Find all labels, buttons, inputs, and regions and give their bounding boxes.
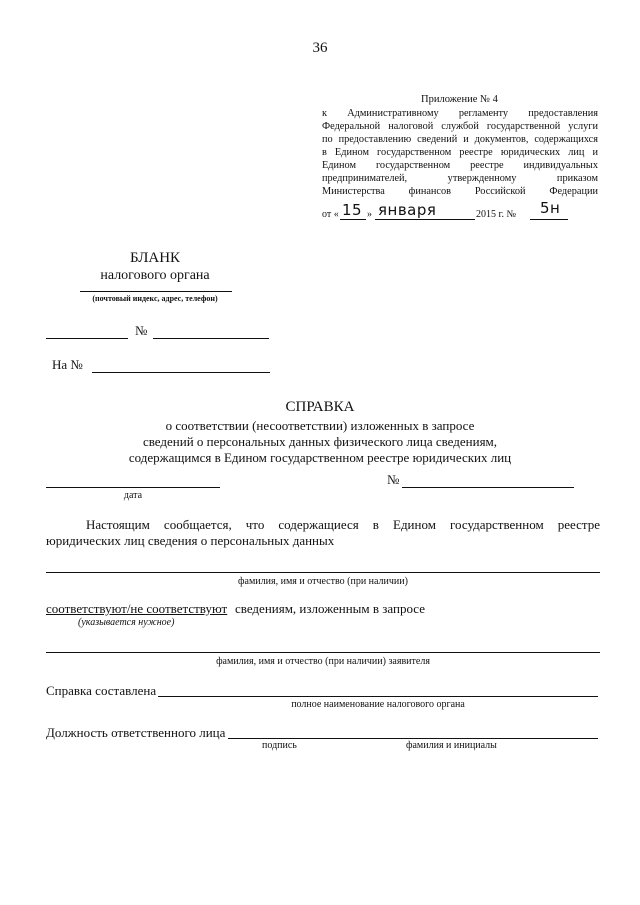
blank-subtitle: налогового органа — [100, 268, 210, 283]
date-caption: дата — [123, 490, 143, 501]
document-subtitle-2: сведений о персональных данных физического лица сведениям, — [142, 434, 498, 449]
appendix-line-7: Министерства финансов Российской Федерации — [322, 186, 598, 197]
order-date-line — [322, 200, 602, 224]
date-prefix: от « — [322, 209, 339, 220]
fio-caption: фамилия, имя и отчество (при наличии) — [238, 576, 408, 587]
date-mid: » — [367, 209, 372, 220]
order-month: января — [378, 201, 437, 219]
ref-no-sign: № — [135, 323, 148, 338]
blank-caption: (почтовый индекс, адрес, телефон) — [92, 294, 218, 303]
initials-caption: фамилия и инициалы — [406, 740, 497, 751]
appendix-line-4: в Едином государственном реестре юридических лиц и — [322, 147, 598, 158]
order-number: 5н — [540, 199, 561, 217]
position-label: Должность ответственного лица — [46, 725, 226, 740]
document-no-sign: № — [387, 472, 400, 487]
appendix-line-1: к Административному регламенту предоставления — [322, 108, 598, 119]
match-hint: (указывается нужное) — [78, 617, 175, 628]
match-text: соответствуют/не соответствуют — [46, 601, 228, 616]
appendix-line-2: Федеральной налоговой службой государственной услуги — [322, 121, 598, 132]
order-year: 2015 г. № — [476, 209, 517, 220]
document-title: СПРАВКА — [285, 399, 355, 415]
page-number: 36 — [312, 40, 328, 56]
na-label: На № — [52, 357, 83, 372]
paragraph-line-2: юридических лиц сведения о персональных данных — [46, 533, 335, 548]
document-subtitle-1: о соответствии (несоответствии) изложенных в запросе — [165, 418, 475, 433]
appendix-line-3: по предоставлению сведений и документов, содержащихся — [322, 134, 598, 145]
order-day: 15 — [342, 201, 363, 219]
appendix-title: Приложение № 4 — [421, 94, 498, 105]
appendix-line-5: Едином государственном реестре индивидуальных — [322, 160, 598, 171]
applicant-caption: фамилия, имя и отчество (при наличии) заявителя — [216, 656, 430, 667]
appendix-line-6: предпринимателей, утвержденному приказом — [322, 173, 598, 184]
blank-title: БЛАНК — [129, 250, 181, 266]
document-subtitle-3: содержащимся в Едином государственном реестре юридических лиц — [128, 450, 512, 465]
signature-caption: подпись — [262, 740, 297, 751]
compiled-caption: полное наименование налогового органа — [291, 699, 465, 710]
match-rest: сведениям, изложенным в запросе — [235, 601, 425, 616]
paragraph-line-1: Настоящим сообщается, что содержащиеся в Едином государственном реестре — [86, 517, 600, 532]
compiled-label: Справка составлена — [46, 683, 157, 698]
